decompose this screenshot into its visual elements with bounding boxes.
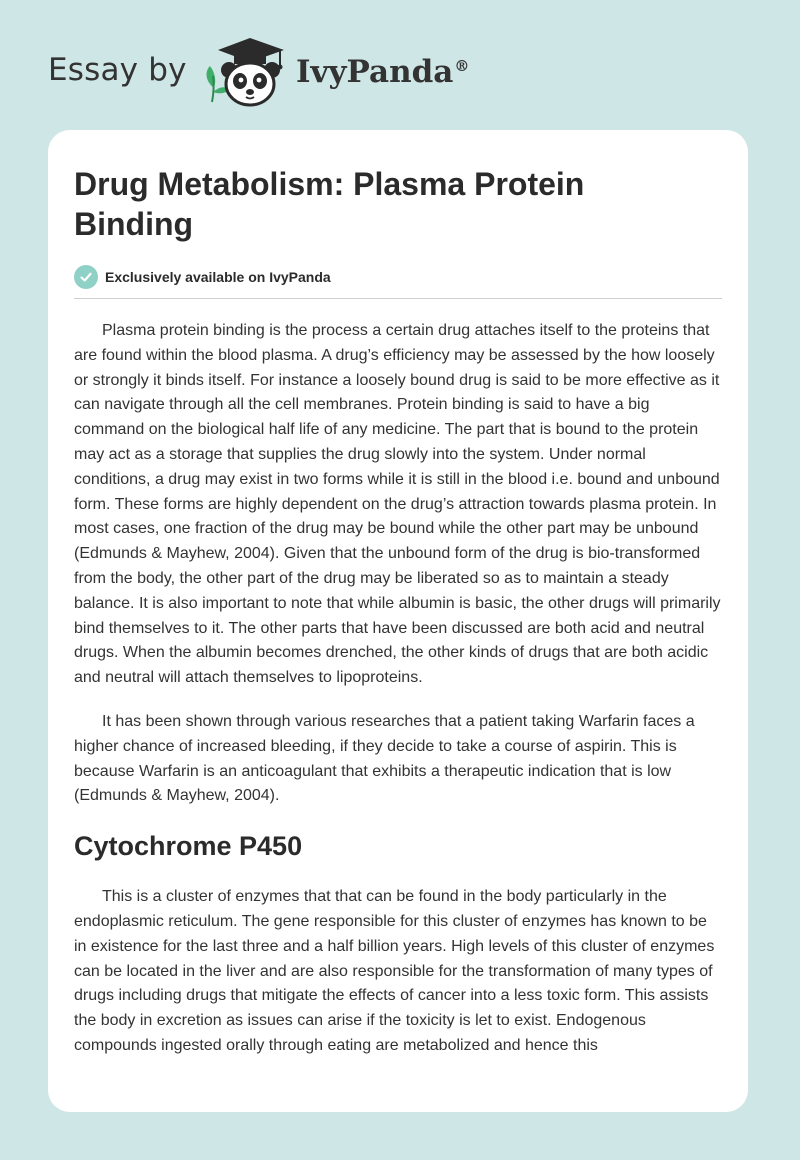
article-card <box>48 130 748 1112</box>
check-circle-icon <box>74 265 98 289</box>
article-paragraph: Plasma protein binding is the process a certain drug attaches itself to the proteins that are found within the blood plasma. A drug’s efficiency may be assessed by the how loosely or strongly it binds itself. For instance a loosely bound drug is said to be more effective as it can navigate through all the cell membranes. Protein binding is said to have a big command on the biological half life of any medicine. The part that is bound to the protein may act as a storage that supplies the drug slowly into the system. Under normal conditions, a drug may exist in two forms while it is still in the blood i.e. bound and unbound form. These forms are highly dependent on the drug’s attraction towards plasma protein. In most cases, one fraction of the drug may be bound while the other part may be unbound (Edmunds & Mayhew, 2004). Given that the unbound form of the drug is bio-transformed from the body, the other part of the drug may be liberated so as to maintain a steady balance. It is also important to note that while albumin is basic, the other drugs will primarily bind themselves to it. The other parts that have been discussed are both acid and neutral drugs. When the albumin becomes drenched, the other kinds of drugs that are both acidic and neutral will attach themselves to lipoproteins. <box>74 322 721 687</box>
exclusive-badge <box>74 264 722 290</box>
article-content <box>74 164 722 1059</box>
article-paragraph: This is a cluster of enzymes that that can be found in the body particularly in the endoplasmic reticulum. The gene responsible for this cluster of enzymes has known to be in existence for the last three and a half billion years. High levels of this cluster of enzymes can be located in the liver and are also responsible for the transformation of many types of drugs including drugs that mitigate the effects of cancer into a less toxic form. This assists the body in excretion as issues can arise if the toxicity is let to exist. Endogenous compounds ingested orally through eating are metabolized and hence this <box>74 888 715 1054</box>
brand-name[interactable] <box>296 54 469 90</box>
section-heading: Cytochrome P450 <box>74 831 303 862</box>
brand-name-text: IvyPanda <box>296 54 454 90</box>
site-header <box>0 0 800 130</box>
essay-by-label: Essay by <box>48 52 187 88</box>
article-paragraph: It has been shown through various researches that a patient taking Warfarin faces a higher chance of increased bleeding, if they decide to take a course of aspirin. This is because Warfarin is an anticoagulant that exhibits a therapeutic indication that is low (Edmunds & Mayhew, 2004). <box>74 712 695 805</box>
article-title: Drug Metabolism: Plasma Protein Binding <box>74 166 585 242</box>
panda-graduate-logo-icon[interactable] <box>200 36 296 108</box>
title-divider <box>74 298 722 299</box>
exclusive-badge-text: Exclusively available on IvyPanda <box>105 269 331 285</box>
registered-mark: ® <box>454 56 470 75</box>
